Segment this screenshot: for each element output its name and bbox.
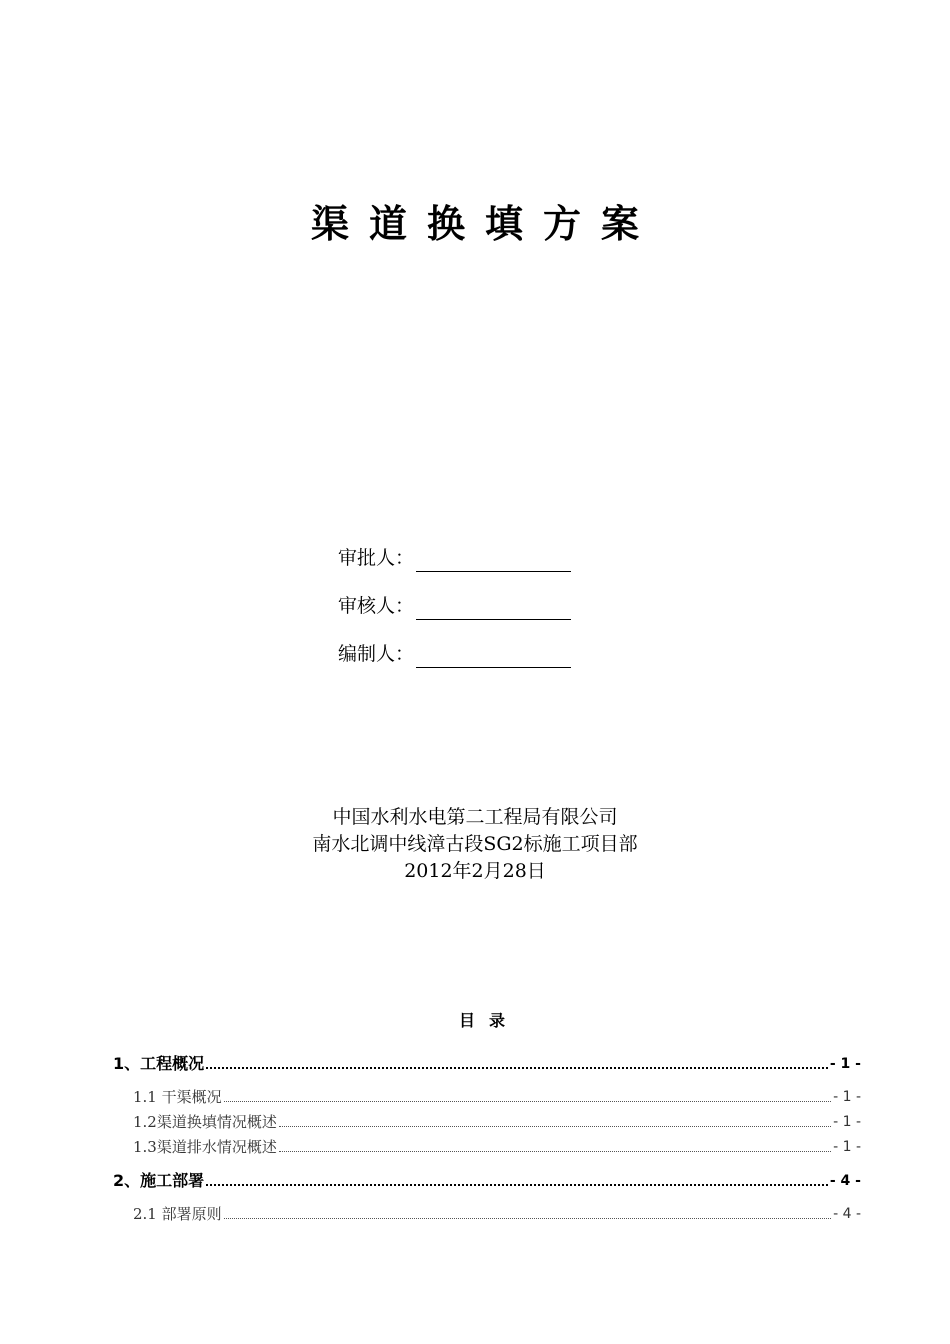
toc-entry[interactable] xyxy=(113,1082,861,1107)
toc-title: 目录 xyxy=(458,1011,519,1030)
toc-entry-text: 2、施工部署 xyxy=(113,1171,205,1190)
signoff-approver-row xyxy=(338,524,571,572)
company-name: 中国水利水电第二工程局有限公司 xyxy=(332,806,618,828)
toc-entry[interactable] xyxy=(113,1163,861,1191)
toc-entry[interactable] xyxy=(113,1046,861,1074)
organization-block xyxy=(0,804,950,885)
toc-entry-text: 1.2渠道换填情况概述 xyxy=(133,1113,277,1131)
signoff-author-row xyxy=(338,620,571,668)
toc-entry-page: - 1 - xyxy=(833,1089,861,1105)
toc-entry-text: 2.1 部署原则 xyxy=(133,1205,222,1223)
reviewer-signature-line xyxy=(416,593,571,620)
toc-leader xyxy=(206,1067,828,1069)
toc-entry-page: - 4 - xyxy=(829,1173,861,1189)
signoff-block xyxy=(338,524,571,668)
toc-entry-page: - 1 - xyxy=(833,1139,861,1155)
reviewer-label: 审核人： xyxy=(338,595,415,617)
approver-signature-line xyxy=(416,545,571,572)
toc-entry-text: 1.3渠道排水情况概述 xyxy=(133,1138,277,1156)
toc-leader xyxy=(224,1101,831,1102)
author-signature-line xyxy=(416,641,571,668)
document-date: 2012年2月28日 xyxy=(404,860,546,882)
toc-entry[interactable] xyxy=(113,1132,861,1157)
toc-entry-page: - 4 - xyxy=(833,1206,861,1222)
toc-entry-page: - 1 - xyxy=(833,1114,861,1130)
signoff-reviewer-row xyxy=(338,572,571,620)
toc-entry[interactable] xyxy=(113,1199,861,1224)
toc-entry-text: 1、工程概况 xyxy=(113,1054,205,1073)
toc-leader xyxy=(279,1151,831,1152)
toc-leader xyxy=(224,1218,831,1219)
toc-entry[interactable] xyxy=(113,1107,861,1132)
toc-entry-page: - 1 - xyxy=(829,1056,861,1072)
author-label: 编制人： xyxy=(338,643,415,665)
approver-label: 审批人： xyxy=(338,547,415,569)
project-department: 南水北调中线漳古段SG2标施工项目部 xyxy=(312,833,638,855)
page-title: 渠道换填方案 xyxy=(310,202,659,246)
table-of-contents xyxy=(113,1040,861,1224)
toc-leader xyxy=(279,1126,831,1127)
toc-leader xyxy=(206,1184,828,1186)
toc-entry-text: 1.1 干渠概况 xyxy=(133,1088,222,1106)
